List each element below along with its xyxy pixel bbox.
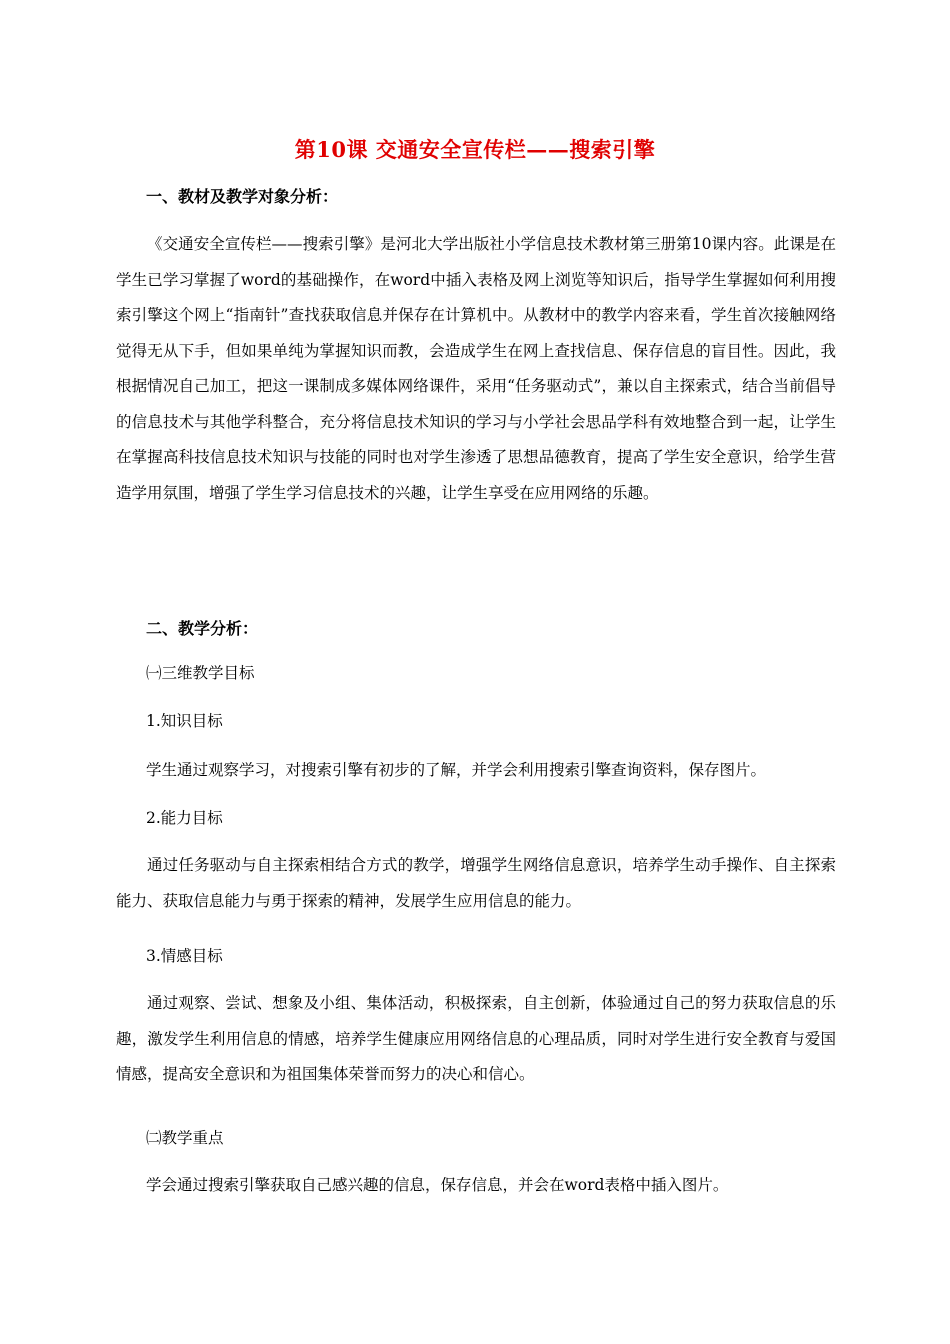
subheading-teaching-focus: ㈡教学重点	[146, 1129, 224, 1147]
paragraph-materials-analysis: 《交通安全宣传栏——搜索引擎》是河北大学出版社小学信息技术教材第三册第10课内容。此课是在学生已学习掌握了word的基础操作，在word中插入表格及网上浏览等知识后，指导学生掌握如何利用搜索引擎这个网上“指南针”查找获取信息并保存在计算机中。从教材中的教学内容来看，学生首次接触网络觉得无从下手，但如果单纯为掌握知识而教，会造成学生在网上查找信息、保存信息的盲目性。因此，我根据情况自己加工，把这一课制成多媒体网络课件，采用“任务驱动式”，兼以自主探索式，结合当前倡导的信息技术与其他学科整合，充分将信息技术知识的学习与小学社会思品学科有效地整合到一起，让学生在掌握高科技信息技术知识与技能的同时也对学生渗透了思想品德教育，提高了学生安全意识，给学生营造学用氛围，增强了学生学习信息技术的兴趣，让学生享受在应用网络的乐趣。	[116, 235, 836, 502]
goal-ability-text: 通过任务驱动与自主探索相结合方式的教学，增强学生网络信息意识，培养学生动手操作、自主探索能力、获取信息能力与勇于探索的精神，发展学生应用信息的能力。	[116, 856, 836, 910]
document-title: 第10课 交通安全宣传栏——搜索引擎	[294, 137, 656, 162]
section-heading-teaching-analysis: 二、教学分析：	[146, 619, 259, 638]
goal-emotion-title: 3.情感目标	[146, 947, 223, 965]
goal-knowledge-text: 学生通过观察学习，对搜索引擎有初步的了解，并学会利用搜索引擎查询资料，保存图片。	[146, 761, 767, 779]
subheading-three-dimensional-goals: ㈠三维教学目标	[146, 664, 255, 682]
goal-knowledge-title: 1.知识目标	[146, 712, 223, 730]
section-heading-materials: 一、教材及教学对象分析：	[146, 187, 339, 206]
goal-emotion-text: 通过观察、尝试、想象及小组、集体活动，积极探索，自主创新，体验通过自己的努力获取信息的乐趣，激发学生利用信息的情感，培养学生健康应用网络信息的心理品质，同时对学生进行安全教育与爱国情感，提高安全意识和为祖国集体荣誉而努力的决心和信心。	[116, 994, 836, 1083]
teaching-focus-text: 学会通过搜索引擎获取自己感兴趣的信息，保存信息，并会在word表格中插入图片。	[146, 1176, 729, 1194]
goal-ability-title: 2.能力目标	[146, 809, 223, 827]
